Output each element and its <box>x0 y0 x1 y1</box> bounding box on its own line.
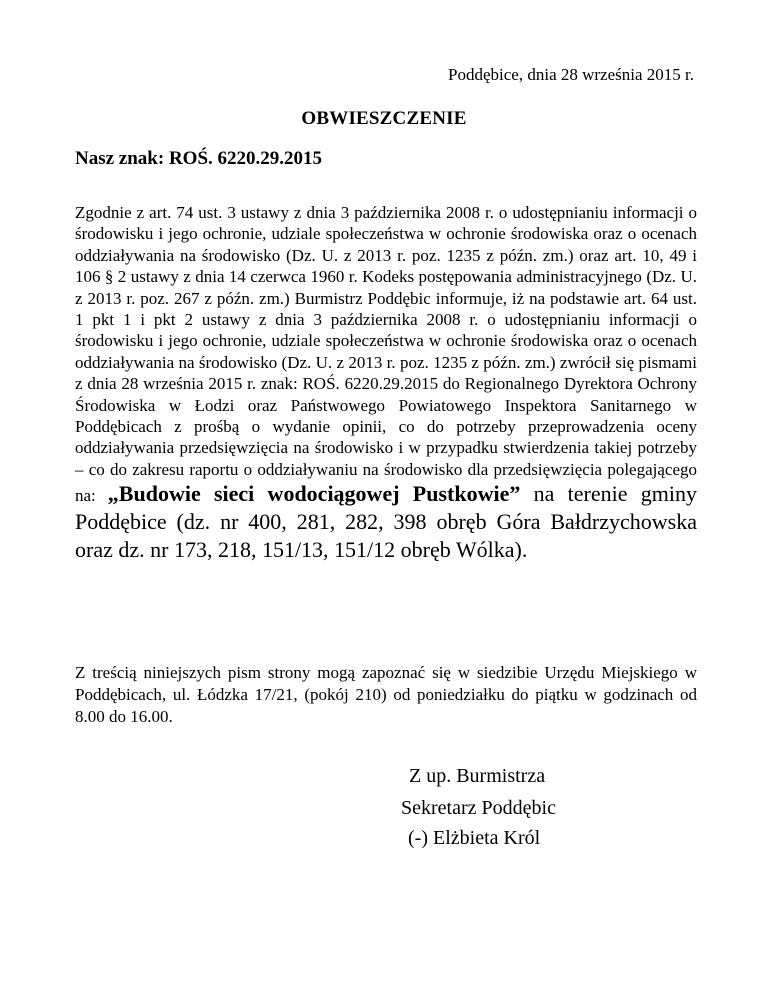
main-paragraph <box>75 202 697 564</box>
reference-number: Nasz znak: ROŚ. 6220.29.2015 <box>75 148 323 169</box>
signature-line-3: (-) Elżbieta Król <box>408 827 541 849</box>
project-location: na terenie gminy Poddębice (dz. nr 400, 281, 282, 398 obręb Góra Bałdrzychowska oraz dz. nr 173, 218, 151/13, 151/12 obręb Wólka). <box>75 481 697 563</box>
signature-line-1: Z up. Burmistrza <box>409 765 546 787</box>
document-title: OBWIESZCZENIE <box>301 108 467 129</box>
project-name: „Budowie sieci wodociągowej Pustkowie” <box>107 481 521 507</box>
access-info-paragraph: Z treścią niniejszych pism strony mogą zapoznać się w siedzibie Urzędu Miejskiego w Poddębicach, ul. Łódzka 17/21, (pokój 210) od poniedziałku do piątku w godzinach od 8.00 do 16.00. <box>75 663 697 726</box>
signature-line-2: Sekretarz Poddębic <box>401 797 556 819</box>
date-line: Poddębice, dnia 28 września 2015 r. <box>448 65 694 84</box>
main-paragraph-text: Zgodnie z art. 74 ust. 3 ustawy z dnia 3 października 2008 r. o udostępnianiu informacji o środowisku i jego ochronie, udziale społeczeństwa w ochronie środowiska oraz o ocenach oddziaływania na środowisko (Dz. U. z 2013 r. poz. 1235 z późn. zm.) oraz art. 10, 49 i 106 § 2 ustawy z dnia 14 czerwca 1960 r. Kodeks postępowania administracyjnego (Dz. U. z 2013 r. poz. 267 z późn. zm.) Burmistrz Poddębic informuje, iż na podstawie art. 64 ust. 1 pkt 1 i pkt 2 ustawy z dnia 3 października 2008 r. o udostępnianiu informacji o środowisku i jego ochronie, udziale społeczeństwa w ochronie środowiska oraz o ocenach oddziaływania na środowisko (Dz. U. z 2013 r. poz. 1235 z późn. zm.) zwrócił się pismami z dnia 28 września 2015 r. znak: ROŚ. 6220.29.2015 do Regionalnego Dyrektora Ochrony Środowiska w Łodzi oraz Państwowego Powiatowego Inspektora Sanitarnego w Poddębicach z prośbą o wydanie opinii, co do potrzeby przeprowadzenia oceny oddziaływania przedsięwzięcia na środowisko i w przypadku stwierdzenia takiej potrzeby – co do zakresu raportu o oddziaływaniu na środowisko dla przedsięwzięcia polegającego na: <box>75 203 697 506</box>
